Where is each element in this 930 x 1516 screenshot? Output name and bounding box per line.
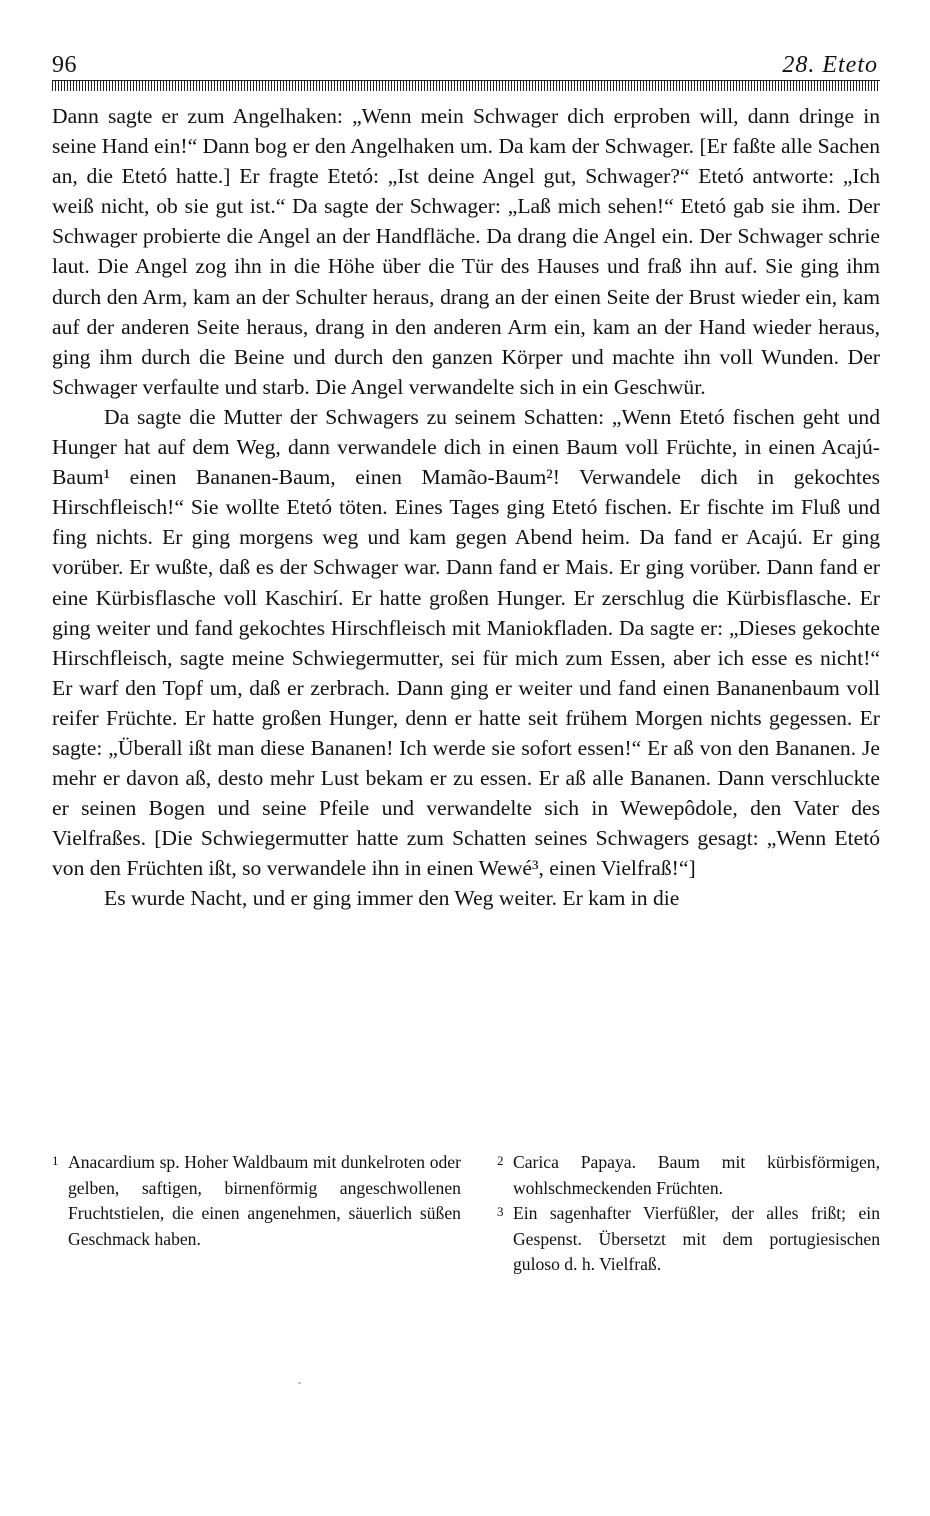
- footnote-1: [52, 1150, 461, 1252]
- footnote-2: [497, 1150, 880, 1201]
- footnote-3: [497, 1201, 880, 1278]
- paragraph-3: Es wurde Nacht, und er ging immer den Weg weiter. Er kam in die: [104, 886, 680, 911]
- page-header: [52, 52, 880, 80]
- footnote-text: Anacardium sp. Hoher Waldbaum mit dunkelroten oder gelben, saftigen, birnenförmig angeschwollenen Fruchtstielen, die einen angenehmen, säuerlich süßen Geschmack haben.: [68, 1152, 461, 1249]
- footnote-text: Ein sagenhafter Vierfüßler, der alles frißt; ein Gespenst. Übersetzt mit dem portugiesischen guloso d. h. Vielfraß.: [512, 1203, 880, 1274]
- paragraph-1: Dann sagte er zum Angelhaken: „Wenn mein Schwager dich erproben will, dann dringe in seine Hand ein!“ Dann bog er den Angelhaken um. Da kam der Schwager. [Er faßte alle Sachen an, die Etetó hatte.] Er fragte Etetó: „Ist deine Angel gut, Schwager?“ Etetó antworte: „Ich weiß nicht, ob sie gut ist.“ Da sagte der Schwager: „Laß mich sehen!“ Etetó gab sie ihm. Der Schwager probierte die Angel an der Handfläche. Da drang die Angel ein. Der Schwager schrie laut. Die Angel zog ihn in die Höhe über die Tür des Hauses und fraß ihn auf. Sie ging ihm durch den Arm, kam an der Schulter heraus, drang an der einen Seite der Brust wieder ein, kam auf der anderen Seite heraus, drang in den anderen Arm ein, kam an der Hand wieder heraus, ging ihm durch die Beine und durch den ganzen Körper und machte ihn voll Wunden. Der Schwager verfaulte und starb. Die Angel verwandelte sich in ein Geschwür.: [52, 104, 880, 399]
- footnote-number: 1: [52, 1153, 59, 1168]
- running-title: 28. Eteto: [782, 52, 878, 78]
- footnote-text: Carica Papaya. Baum mit kürbisförmigen, wohlschmeckenden Früchten.: [512, 1152, 880, 1198]
- footnotes-left-column: [52, 1150, 461, 1278]
- footnote-number: 3: [496, 1204, 504, 1219]
- header-rule: [52, 80, 880, 91]
- main-text: [52, 101, 880, 914]
- footnote-number: 2: [496, 1153, 504, 1168]
- paper-speck: [298, 1382, 301, 1384]
- footnotes: [52, 1150, 880, 1278]
- footnotes-right-column: [497, 1150, 880, 1278]
- page-number: 96: [52, 52, 77, 78]
- paragraph-2: Da sagte die Mutter der Schwagers zu seinem Schatten: „Wenn Etetó fischen geht und Hunger hat auf dem Weg, dann verwandele dich in einen Baum voll Früchte, in einen Acajú-Baum¹ einen Bananen-Baum, einen Mamão-Baum²! Verwandele dich in gekochtes Hirschfleisch!“ Sie wollte Etetó töten. Eines Tages ging Etetó fischen. Er fischte im Fluß und fing nichts. Er ging morgens weg und kam gegen Abend heim. Da fand er Acajú. Er ging vorüber. Er wußte, daß es der Schwager war. Dann fand er Mais. Er ging vorüber. Dann fand er eine Kürbisflasche voll Kaschirí. Er hatte großen Hunger. Er zerschlug die Kürbisflasche. Er ging weiter und fand gekochtes Hirschfleisch mit Maniokfladen. Da sagte er: „Dieses gekochte Hirschfleisch, sagte meine Schwiegermutter, sei für mich zum Essen, aber ich esse es nicht!“ Er warf den Topf um, daß er zerbrach. Dann ging er weiter und fand einen Bananenbaum voll reifer Früchte. Er hatte großen Hunger, denn er hatte seit frühem Morgen nichts gegessen. Er sagte: „Überall ißt man diese Bananen! Ich werde sie sofort essen!“ Er aß von den Bananen. Je mehr er davon aß, desto mehr Lust bekam er zu essen. Er aß alle Bananen. Dann verschluckte er seinen Bogen und seine Pfeile und verwandelte sich in Wewepôdole, den Vater des Vielfraßes. [Die Schwiegermutter hatte zum Schatten seines Schwagers gesagt: „Wenn Etetó von den Früchten ißt, so verwandele ihn in einen Wewé³, einen Vielfraß!“]: [52, 404, 880, 881]
- page: [52, 52, 880, 914]
